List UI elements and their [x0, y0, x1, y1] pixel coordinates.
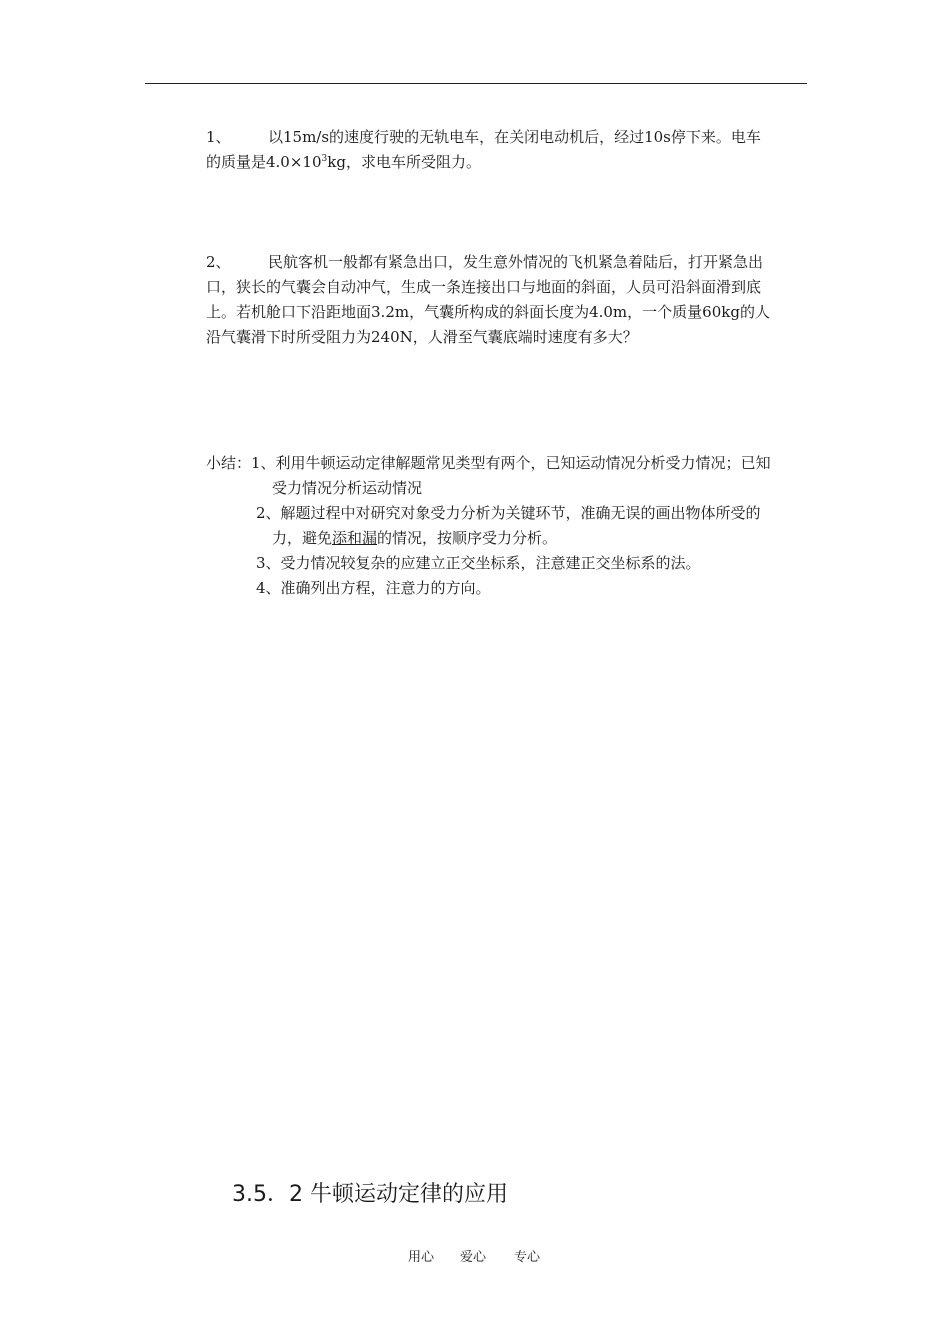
- problem-1-mass-value: 的质量是4.0×10: [206, 153, 322, 171]
- footer-word-1: 用心: [408, 1250, 435, 1265]
- summary-item-1-line-1: [206, 451, 771, 476]
- problem-2-line-4: 沿气囊滑下时所受阻力为240N，人滑至气囊底端时速度有多大？: [206, 328, 638, 346]
- section-heading: 3.5．2 牛顿运动定律的应用: [232, 1182, 508, 1207]
- summary-item-2-underlined: 添和漏: [332, 529, 378, 547]
- problem-1-question: kg，求电车所受阻力。: [327, 153, 481, 171]
- summary-item-2-text-a: 力，避免: [272, 529, 333, 547]
- summary-item-4: 4、准确列出方程，注意力的方向。: [256, 579, 491, 597]
- summary-item-3: 3、受力情况较复杂的应建立正交坐标系，注意建正交坐标系的法。: [256, 554, 701, 572]
- summary-item-2-line-2: [272, 526, 557, 551]
- problem-2-line-1: 民航客机一般都有紧急出口，发生意外情况的飞机紧急着陆后，打开紧急出: [268, 253, 764, 271]
- footer-word-3: 专心: [514, 1250, 541, 1265]
- summary-item-2-text-b: 的情况，按顺序受力分析。: [377, 529, 558, 547]
- problem-2-line-2: 口，狭长的气囊会自动冲气，生成一条连接出口与地面的斜面，人员可沿斜面滑到底: [206, 278, 762, 296]
- summary-item-1-line-2: 受力情况分析运动情况: [272, 479, 423, 497]
- problem-1-exponent: 3: [321, 154, 328, 164]
- problem-2-number: 2、: [206, 253, 231, 271]
- summary-item-2-line-1: 2、解题过程中对研究对象受力分析为关键环节，准确无误的画出物体所受的: [256, 504, 761, 522]
- header-rule: [145, 83, 807, 84]
- problem-2-line-3: 上。若机舱口下沿距地面3.2m，气囊所构成的斜面长度为4.0m，一个质量60kg的人: [206, 303, 770, 321]
- problem-1-line-2: [206, 150, 481, 178]
- problem-1-line-1: 以15m/s的速度行驶的无轨电车，在关闭电动机后，经过10s停下来。电车: [268, 128, 761, 146]
- problem-1-number: 1、: [206, 128, 231, 146]
- footer-word-2: 爱心: [460, 1250, 487, 1265]
- summary-item-1-text: 1、利用牛顿运动定律解题常见类型有两个，已知运动情况分析受力情况；已知: [251, 454, 771, 472]
- summary-prefix: 小结：: [206, 454, 252, 472]
